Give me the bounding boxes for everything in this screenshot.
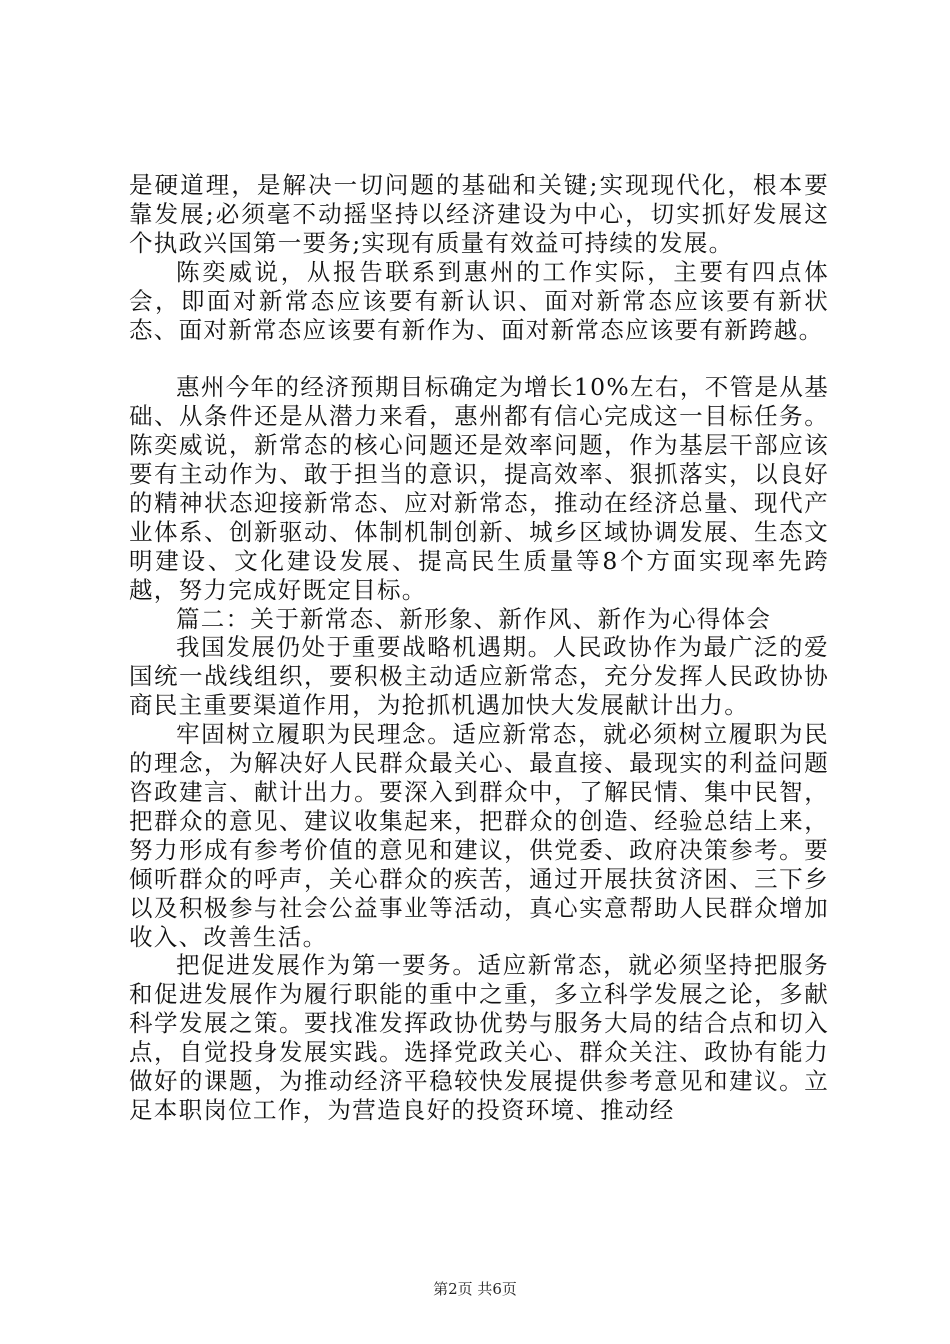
page-number-footer: 第2页 共6页 [433, 1280, 517, 1298]
paragraph-promote-development: 把促进发展作为第一要务。适应新常态，就必须坚持把服务和促进发展作为履行职能的重中之重，多立科学发展之论，多献科学发展之策。要找准发挥政协优势与服务大局的结合点和切入点，自觉投身发展实践。选择党政关心、群众关注、政协有能力做好的课题，为推动经济平稳较快发展提供参考意见和建议。立足本职岗位工作，为营造良好的投资环境、推动经 [129, 951, 829, 1124]
section-heading-part-two: 篇二：关于新常态、新形象、新作风、新作为心得体会 [176, 604, 772, 633]
paragraph-strategic-opportunity: 我国发展仍处于重要战略机遇期。人民政协作为最广泛的爱国统一战线组织，要积极主动适应新常态，充分发挥人民政协协商民主重要渠道作用，为抢抓机遇加快大发展献计出力。 [129, 633, 829, 720]
paragraph-chen-four-points: 陈奕威说，从报告联系到惠州的工作实际，主要有四点体会，即面对新常态应该要有新认识、面对新常态应该要有新状态、面对新常态应该要有新作为、面对新常态应该要有新跨越。 [129, 257, 829, 344]
paragraph-serve-the-people: 牢固树立履职为民理念。适应新常态，就必须树立履职为民的理念，为解决好人民群众最关心、最直接、最现实的利益问题咨政建言、献计出力。要深入到群众中，了解民情、集中民智，把群众的意见、建议收集起来，把群众的创造、经验总结上来，努力形成有参考价值的意见和建议，供党委、政府决策参考。要倾听群众的呼声，关心群众的疾苦，通过开展扶贫济困、三下乡以及积极参与社会公益事业等活动，真心实意帮助人民群众增加收入、改善生活。 [129, 720, 829, 951]
paragraph-huizhou-targets: 惠州今年的经济预期目标确定为增长10%左右，不管是从基础、从条件还是从潜力来看，惠州都有信心完成这一目标任务。陈奕威说，新常态的核心问题还是效率问题，作为基层干部应该要有主动作为、敢于担当的意识，提高效率、狠抓落实，以良好的精神状态迎接新常态、应对新常态，推动在经济总量、现代产业体系、创新驱动、体制机制创新、城乡区域协调发展、生态文明建设、文化建设发展、提高民生质量等8个方面实现率先跨越，努力完成好既定目标。 [129, 373, 829, 604]
document-body [129, 171, 829, 1125]
paragraph-continuation: 是硬道理，是解决一切问题的基础和关键;实现现代化，根本要靠发展;必须毫不动摇坚持以经济建设为中心，切实抓好发展这个执政兴国第一要务;实现有质量有效益可持续的发展。 [129, 171, 829, 257]
